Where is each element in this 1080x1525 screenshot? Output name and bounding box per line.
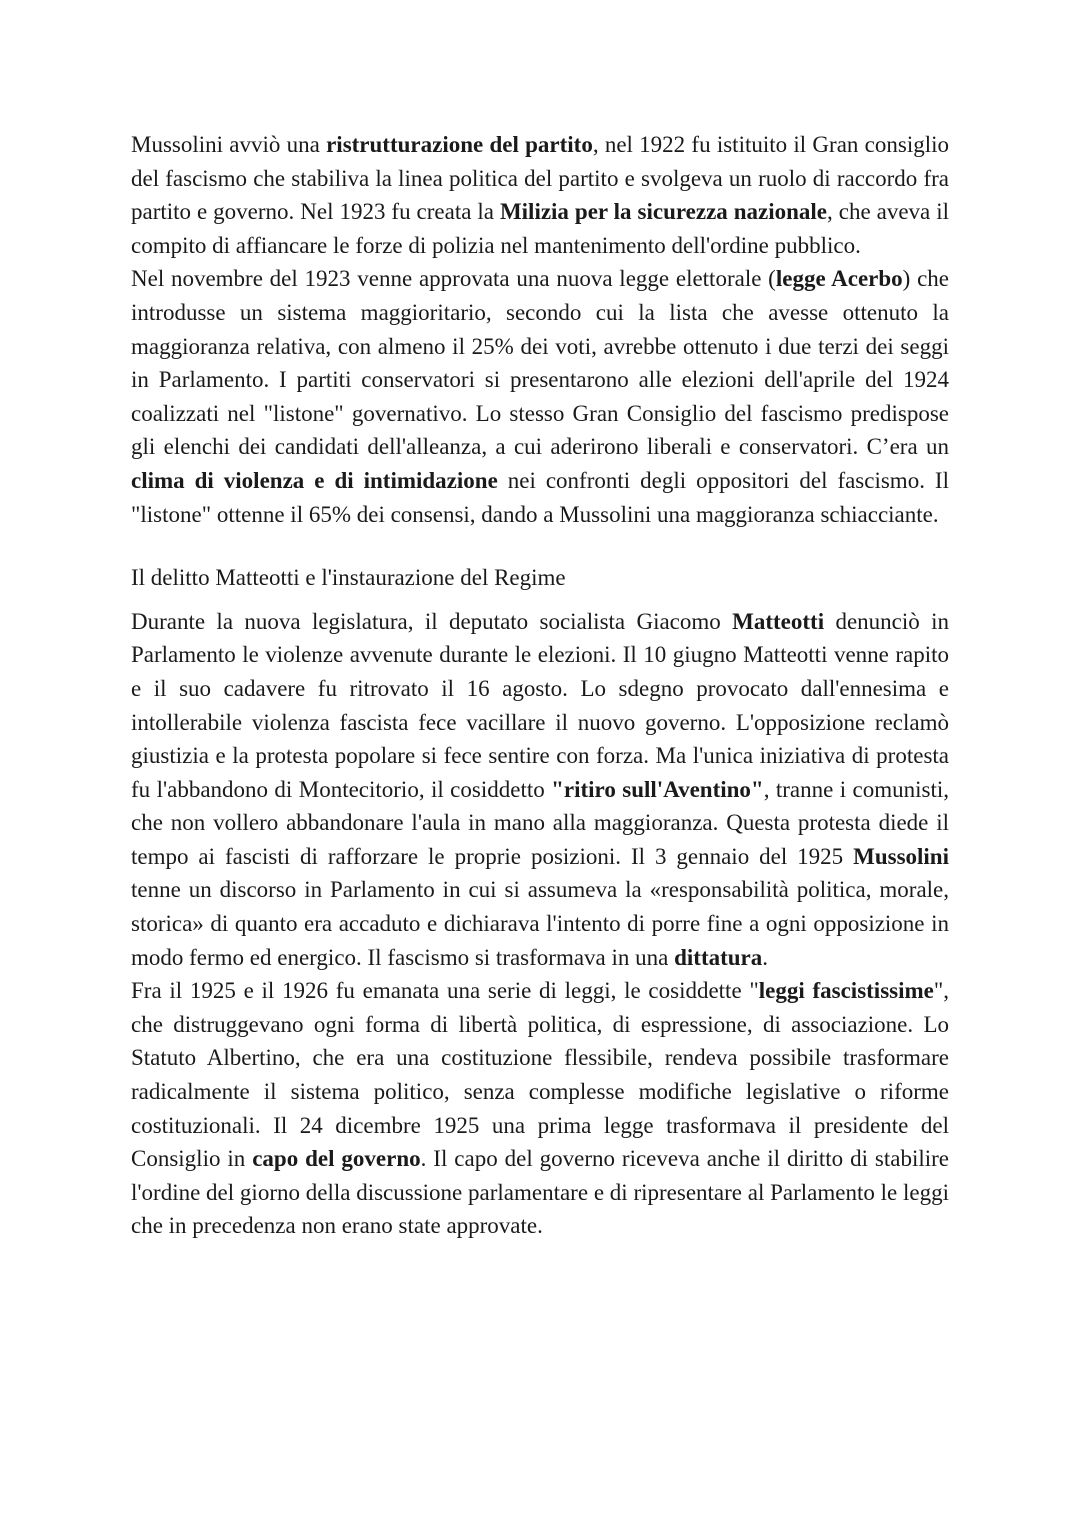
text-segment: Durante la nuova legislatura, il deputato socialista Giacomo: [131, 608, 733, 634]
text-segment: nei confronti degli oppositori del fascismo. Il "listone" ottenne il 65% dei consensi, dando a Mussolini una maggioranza schiacciante.: [131, 467, 949, 527]
bold-term: Matteotti: [732, 608, 825, 634]
bold-term: leggi fascistissime: [758, 978, 934, 1004]
text-segment: denunciò in Parlamento le violenze avvenute durante le elezioni. Il 10 giugno Matteotti venne rapito e il suo cadavere fu ritrovato il 16 agosto. Lo sdegno provocato dall'ennesima e intollerabile violenza fascista fece vacillare il nuovo governo. L'opposizione reclamò giustizia e la protesta popolare si fece sentire con forza. Ma l'unica iniziativa di protesta fu l'abbandono di Montecitorio, il cosiddetto: [131, 608, 949, 802]
bold-term: dittatura: [674, 944, 763, 970]
paragraph-party-restructuring: [131, 128, 949, 262]
bold-term: clima di violenza e di intimidazione: [131, 467, 498, 493]
bold-term: "ritiro sull'Aventino": [551, 776, 764, 802]
text-segment: , tranne i comunisti, che non vollero abbandonare l'aula in mano alla maggioranza. Questa protesta diede il tempo ai fascisti di rafforzare le proprie posizioni. Il 3 gennaio del 1925: [131, 776, 950, 869]
text-segment: tenne un discorso in Parlamento in cui si assumeva la «responsabilità politica, morale, storica» di quanto era accaduto e dichiarava l'intento di porre fine a ogni opposizione in modo fermo ed energico. Il fascismo si trasformava in una: [131, 877, 949, 970]
paragraph-legge-acerbo: [131, 262, 949, 531]
bold-term: legge Acerbo: [775, 266, 903, 292]
bold-term: capo del governo: [252, 1146, 421, 1172]
document-page: [131, 128, 949, 1243]
text-segment: , nel 1922 fu istituito il Gran consiglio del fascismo che stabiliva la linea politica del partito e svolgeva un ruolo di raccordo fra partito e governo. Nel 1923 fu creata la: [131, 132, 949, 225]
text-segment: ", che distruggevano ogni forma di libertà politica, di espressione, di associazione. Lo Statuto Albertino, che era una costituzione flessibile, rendeva possibile trasformare radicalmente il sistema politico, senza complesse modifiche legislative o riforme costituzionali. Il 24 dicembre 1925 una prima legge trasformava il presidente del Consiglio in: [131, 978, 949, 1172]
section-heading: Il delitto Matteotti e l'instaurazione del Regime: [131, 565, 566, 591]
text-segment: .: [762, 944, 769, 970]
text-segment: Nel novembre del 1923 venne approvata una nuova legge elettorale (: [131, 266, 776, 292]
bold-term: ristrutturazione del partito: [326, 132, 593, 157]
text-segment: Mussolini avviò una: [131, 132, 327, 157]
paragraph-leggi-fascistissime: [131, 974, 949, 1243]
bold-term: Mussolini: [853, 843, 949, 869]
text-segment: . Il capo del governo riceveva anche il diritto di stabilire l'ordine del giorno della discussione parlamentare e di ripresentare al Parlamento le leggi che in precedenza non erano state approvate.: [131, 1146, 949, 1239]
text-segment: Fra il 1925 e il 1926 fu emanata una serie di leggi, le cosiddette ": [131, 978, 759, 1004]
bold-term: Milizia per la sicurezza nazionale: [499, 199, 828, 225]
paragraph-matteotti: [131, 605, 949, 975]
text-segment: , che aveva il compito di affiancare le forze di polizia nel mantenimento dell'ordine pubblico.: [131, 199, 950, 258]
text-segment: ) che introdusse un sistema maggioritario, secondo cui la lista che avesse ottenuto la maggioranza relativa, con almeno il 25% dei voti, avrebbe ottenuto i due terzi dei seggi in Parlamento. I partiti conservatori si presentarono alle elezioni dell'aprile del 1924 coalizzati nel "listone" governativo. Lo stesso Gran Consiglio del fascismo predispose gli elenchi dei candidati dell'alleanza, a cui aderirono liberali e conservatori. C’era un: [131, 266, 950, 460]
